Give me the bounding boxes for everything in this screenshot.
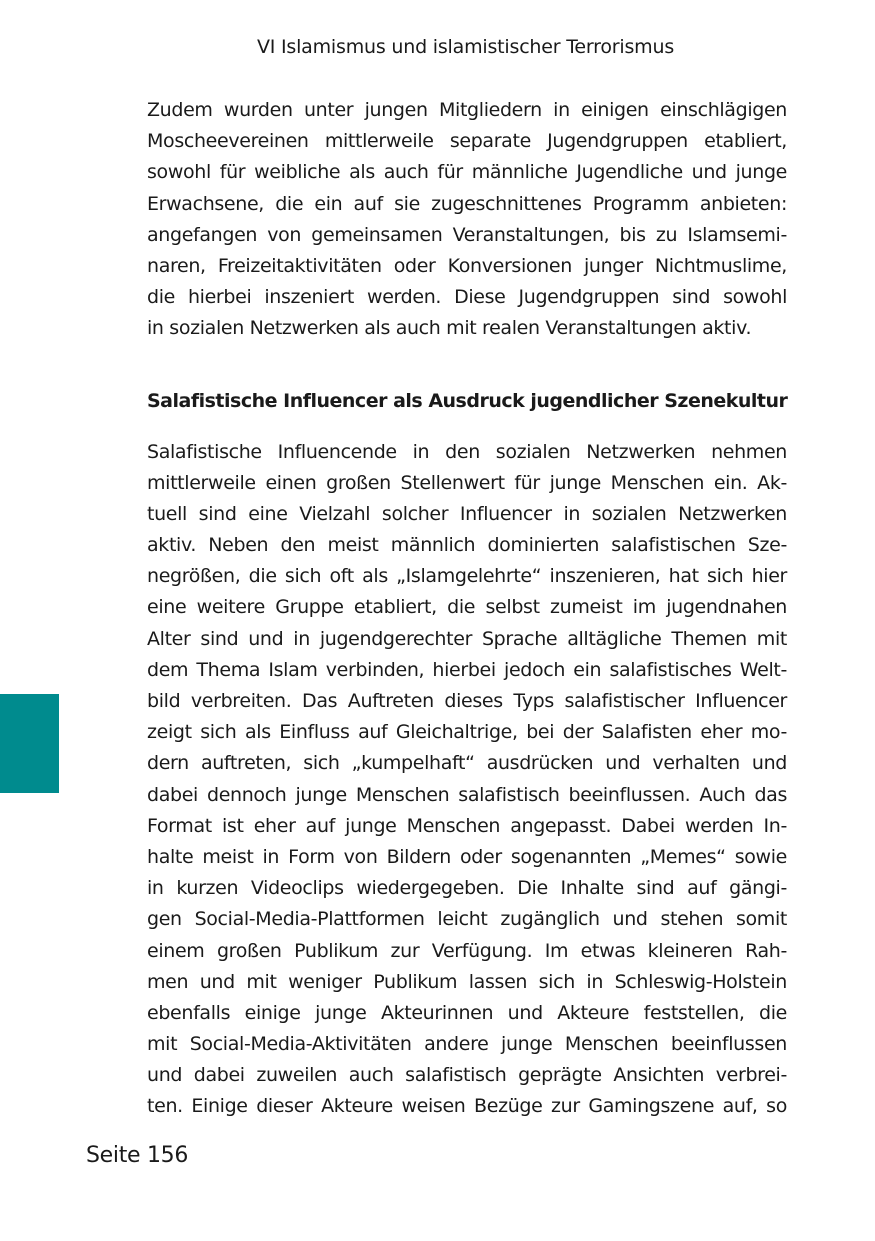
text-line: eine weitere Gruppe etabliert, die selbst zumeist im jugendnahen (147, 596, 787, 619)
text-line: die hierbei inszeniert werden. Diese Jugendgruppen sind sowohl (147, 286, 787, 309)
text-line: dem Thema Islam verbinden, hierbei jedoch ein salafistisches Welt- (147, 658, 787, 681)
text-line: Salafistische Influencende in den sozialen Netzwerken nehmen (147, 440, 787, 463)
text-line: dabei dennoch junge Menschen salafistisch beeinflussen. Auch das (147, 783, 787, 806)
text-line: ebenfalls einige junge Akteurinnen und Akteure feststellen, die (147, 1001, 787, 1024)
chapter-header: VI Islamismus und islamistischer Terrorismus (256, 36, 675, 58)
main-content (147, 95, 787, 1123)
text-line: Zudem wurden unter jungen Mitgliedern in einigen einschlägigen (147, 99, 787, 121)
text-line: Moscheevereinen mittlerweile separate Jugendgruppen etabliert, (147, 130, 787, 153)
text-line: tuell sind eine Vielzahl solcher Influencer in sozialen Netzwerken (147, 502, 787, 525)
text-line: sowohl für weibliche als auch für männliche Jugendliche und junge (147, 161, 787, 184)
text-line: dern auftreten, sich „kumpelhaft“ ausdrücken und verhalten und (147, 752, 787, 775)
text-line: in kurzen Videoclips wiedergegeben. Die Inhalte sind auf gängi- (147, 877, 787, 900)
text-line: einem großen Publikum zur Verfügung. Im etwas kleineren Rah- (147, 939, 787, 962)
text-line: negrößen, die sich oft als „Islamgelehrte“ inszenieren, hat sich hier (147, 565, 787, 588)
text-line: mit Social-Media-Aktivitäten andere junge Menschen beeinflussen (147, 1033, 787, 1056)
text-line: zeigt sich als Einfluss auf Gleichaltrige, bei der Salafisten eher mo- (147, 721, 787, 744)
paragraph-influencers (147, 437, 787, 1123)
paragraph-youth-groups (147, 95, 787, 345)
text-line: bild verbreiten. Das Auftreten dieses Typs salafistischer Influencer (147, 690, 787, 712)
text-line: in sozialen Netzwerken als auch mit realen Veranstaltungen aktiv. (147, 317, 752, 340)
text-line: Alter sind und in jugendgerechter Sprache alltägliche Themen mit (147, 627, 787, 650)
text-line: men und mit weniger Publikum lassen sich in Schleswig-Holstein (147, 970, 787, 993)
text-line: Erwachsene, die ein auf sie zugeschnittenes Programm anbieten: (147, 192, 787, 215)
text-line: aktiv. Neben den meist männlich dominierten salafistischen Sze- (147, 534, 787, 557)
chapter-color-marker (0, 694, 59, 793)
text-line: halte meist in Form von Bildern oder sogenannten „Memes“ sowie (147, 845, 787, 868)
text-line: naren, Freizeitaktivitäten oder Konversionen junger Nichtmuslime, (147, 254, 787, 277)
text-line: angefangen von gemeinsamen Veranstaltungen, bis zu Islamsemi- (147, 223, 787, 246)
text-line: gen Social-Media-Plattformen leicht zugänglich und stehen somit (147, 908, 787, 931)
text-line: und dabei zuweilen auch salafistisch geprägte Ansichten verbrei- (147, 1064, 787, 1087)
text-line: mittlerweile einen großen Stellenwert für junge Menschen ein. Ak- (147, 471, 787, 494)
page-number: Seite 156 (86, 1143, 189, 1168)
section-heading: Salafistische Influencer als Ausdruck jugendlicher Szenekultur (147, 389, 788, 412)
text-line: ten. Einige dieser Akteure weisen Bezüge zur Gamingszene auf, so (147, 1095, 787, 1118)
text-line: Format ist eher auf junge Menschen angepasst. Dabei werden In- (147, 814, 787, 837)
